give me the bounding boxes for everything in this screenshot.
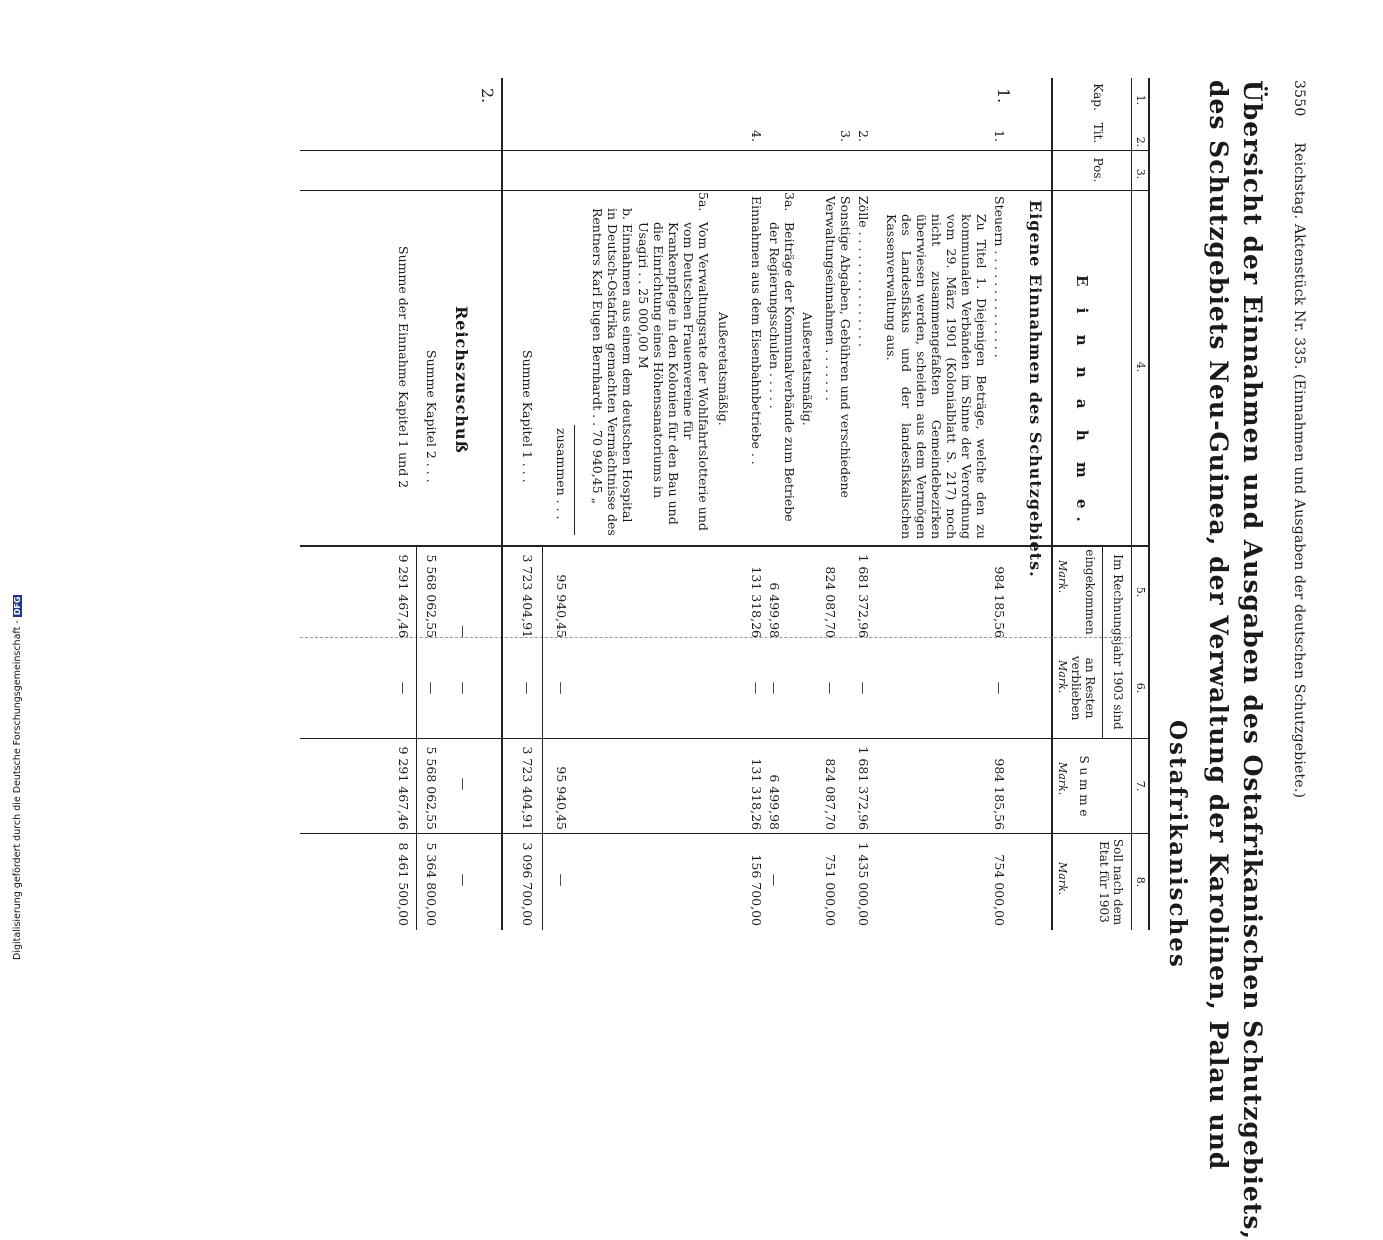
summe-gesamt-eingekommen: 9 291 467,46	[396, 554, 411, 638]
wohlfahrt-b-label: b. Einnahmen aus einem dem deutschen Hospital in Deutsch-Ostafrika gemachten Vermächtnisse des Rentners Karl Eugen Bernhardt . . 70 940,45 „	[590, 208, 635, 536]
abgaben-soll: 751 000,00	[823, 854, 838, 926]
steuern-summe: 984 185,56	[992, 758, 1007, 830]
zoelle-label: Zölle . . . . . . . . . . . . . . .	[856, 196, 871, 347]
summe-kap1-label: Summe Kapitel 1 . . .	[520, 350, 535, 483]
tit-4: 4.	[749, 130, 764, 142]
kap-2: 2.	[478, 88, 497, 104]
eisenbahn-soll: 156 700,00	[749, 854, 764, 926]
abgaben-label: Sonstige Abgaben, Gebühren und verschiedene Verwaltungseinnahmen . . . . . . .	[823, 196, 853, 498]
eisenbahn-eingekommen: 131 318,26	[749, 566, 764, 638]
summe-kap2-summe: 5 568 062,55	[424, 746, 439, 830]
reichs-soll: —	[456, 873, 471, 887]
kap-1: 1.	[994, 88, 1013, 104]
reichs-resten: —	[456, 681, 471, 695]
colnum-6: 6.	[1134, 682, 1147, 694]
abgaben-eingekommen: 824 087,70	[823, 566, 838, 638]
steuern-resten: —	[992, 681, 1007, 695]
reichs-summe: —	[456, 777, 471, 791]
tit-3: 3.	[838, 130, 853, 142]
summe-gesamt-rule	[416, 545, 417, 930]
rechnungsjahr-rule	[1102, 545, 1103, 738]
rule-after-tit	[300, 190, 1150, 191]
colnum-4: 4.	[1134, 361, 1147, 373]
unit-mark-7: Mark.	[1056, 762, 1069, 796]
head-tit: Tit.	[1091, 122, 1105, 144]
table-top-rule	[1148, 78, 1150, 930]
colnum-8: 8.	[1134, 876, 1147, 888]
colnum-5: 5.	[1134, 586, 1147, 598]
page-number: 3550	[1291, 80, 1307, 117]
wohlfahrt-soll: —	[554, 873, 569, 887]
unit-mark-6: Mark.	[1056, 660, 1069, 694]
wohlfahrt-label: Vom Verwaltungsrate der Wohlfahrtslotterie und vom Deutschen Frauenvereine für Krankenpflege in den Kolonien für den Bau und die Einrichtung eines Höhensanatoriums in Usagiri . . 25 000,00 M	[636, 222, 711, 531]
unit-mark-8: Mark.	[1056, 862, 1069, 896]
colnum-1: 1.	[1134, 94, 1147, 106]
eisenbahn-resten: —	[749, 681, 764, 695]
head-eingekommen: eingekommen	[1083, 549, 1097, 635]
summe-kap2-resten: —	[424, 681, 439, 695]
steuern-label: Steuern . . . . . . . . . . . . . .	[992, 196, 1007, 358]
summe-gesamt-label: Summe der Einnahme Kapitel 1 und 2	[396, 246, 411, 489]
section-ausseretat-1: Außeretatsmäßig.	[800, 312, 815, 426]
summe-kap1-soll: 3 096 700,00	[520, 842, 535, 926]
zoelle-summe: 1 681 372,96	[856, 746, 871, 830]
head-kap: Kap.	[1091, 83, 1105, 111]
section-reichszuschuss: Reichszuschuß	[452, 306, 471, 454]
zoelle-resten: —	[856, 681, 871, 695]
tit-1: 1.	[992, 130, 1007, 142]
eisenbahn-label: Einnahmen aus dem Eisenbahnbetriebe . .	[749, 196, 764, 465]
head-soll: Soll nach dem Etat für 1903	[1097, 838, 1125, 926]
kommunal-summe: 6 499,98	[767, 774, 782, 830]
summe-kap2-soll: 5 364 800,00	[424, 842, 439, 926]
summe-kap1-summe: 3 723 404,91	[520, 746, 535, 830]
head-pos: Pos.	[1091, 157, 1105, 183]
title-line-2: des Schutzgebiets Neu-Guinea, der Verwaltung der Karolinen, Palau und	[1204, 80, 1233, 1171]
head-einnahme: E i n n a h m e.	[1073, 275, 1091, 530]
abgaben-summe: 824 087,70	[823, 758, 838, 830]
summe-kap2-eingekommen: 5 568 062,55	[424, 554, 439, 638]
abgaben-resten: —	[823, 681, 838, 695]
tit-3a: 3a.	[782, 192, 797, 212]
summe-kap2-label: Summe Kapitel 2 . . .	[424, 350, 439, 483]
head-resten: an Resten verblieben	[1069, 655, 1097, 721]
tit-2: 2.	[856, 130, 871, 142]
dfg-logo: DFG	[13, 596, 22, 616]
header-bottom-rule	[1051, 78, 1053, 930]
wohlfahrt-zusammen: zusammen . . .	[554, 428, 569, 520]
kommunal-resten: —	[767, 681, 782, 695]
summe-gesamt-resten: —	[396, 681, 411, 695]
header-text: Reichstag. Aktenstück Nr. 335. (Einnahmen und Ausgaben der deutschen Schutzgebiete.)	[1291, 142, 1307, 799]
eisenbahn-summe: 131 318,26	[749, 758, 764, 830]
wohlfahrt-eingekommen: 95 940,45	[554, 574, 569, 638]
credit-text: Digitalisierung gefördert durch die Deutsche Forschungsgemeinschaft -	[12, 620, 23, 960]
zoelle-soll: 1 435 000,00	[856, 842, 871, 926]
tit-5a: 5a.	[696, 192, 711, 212]
section-ausseretat-2: Außeretatsmäßig.	[716, 312, 731, 426]
summe-kap1-eingekommen: 3 723 404,91	[520, 554, 535, 638]
colnum-3: 3.	[1134, 168, 1147, 180]
summe-kap1-resten: —	[520, 681, 535, 695]
zoelle-eingekommen: 1 681 372,96	[856, 554, 871, 638]
title-line-1: Übersicht der Einnahmen und Ausgaben des Ostafrikanischen Schutzgebiets,	[1238, 80, 1267, 1240]
kommunal-soll: —	[767, 873, 782, 887]
section-title: Ostafrikanisches	[1164, 720, 1191, 969]
steuern-soll: 754 000,00	[992, 854, 1007, 926]
kommunal-eingekommen: 6 499,98	[767, 582, 782, 638]
rule-after-kap	[300, 150, 1150, 151]
kap2-top-rule	[501, 78, 503, 930]
steuern-note: Zu Titel 1. Diejenigen Beträge, welche den zu kommunalen Verbänden im Sinne der Verordnung vom 29. März 1901 (Kolonialblatt S. 217) noch nicht zusammengefaßten Gemeindebezirken überwiesen werden, scheiden aus dem Vermögen des Landesfiskus und der landesfiskalischen Kassenverwaltung aus.	[884, 214, 989, 539]
summe-gesamt-soll: 8 461 500,00	[396, 842, 411, 926]
summe-gesamt-summe: 9 291 467,46	[396, 746, 411, 830]
wohlfahrt-summe: 95 940,45	[554, 766, 569, 830]
head-rechnungsjahr: Im Rechnungsjahr 1903 sind	[1111, 554, 1125, 730]
unit-mark-5: Mark.	[1056, 560, 1069, 594]
head-summe: S u m m e	[1077, 755, 1091, 817]
reichs-eingekommen: —	[456, 625, 471, 638]
steuern-eingekommen: 984 185,56	[992, 566, 1007, 638]
colnum-7: 7.	[1134, 780, 1147, 792]
colnum-rule	[1131, 78, 1132, 930]
wohlfahrt-resten: —	[554, 681, 569, 695]
page-header	[1291, 80, 1307, 798]
colnum-2: 2.	[1134, 136, 1147, 148]
kommunal-label: Beiträge der Kommunalverbände zum Betriebe der Regierungsschulen . . . . .	[767, 222, 797, 522]
zusammen-rule	[574, 425, 575, 535]
section-eigene: Eigene Einnahmen des Schutzgebiets.	[1026, 200, 1045, 578]
summe-kap1-rule	[542, 545, 543, 930]
